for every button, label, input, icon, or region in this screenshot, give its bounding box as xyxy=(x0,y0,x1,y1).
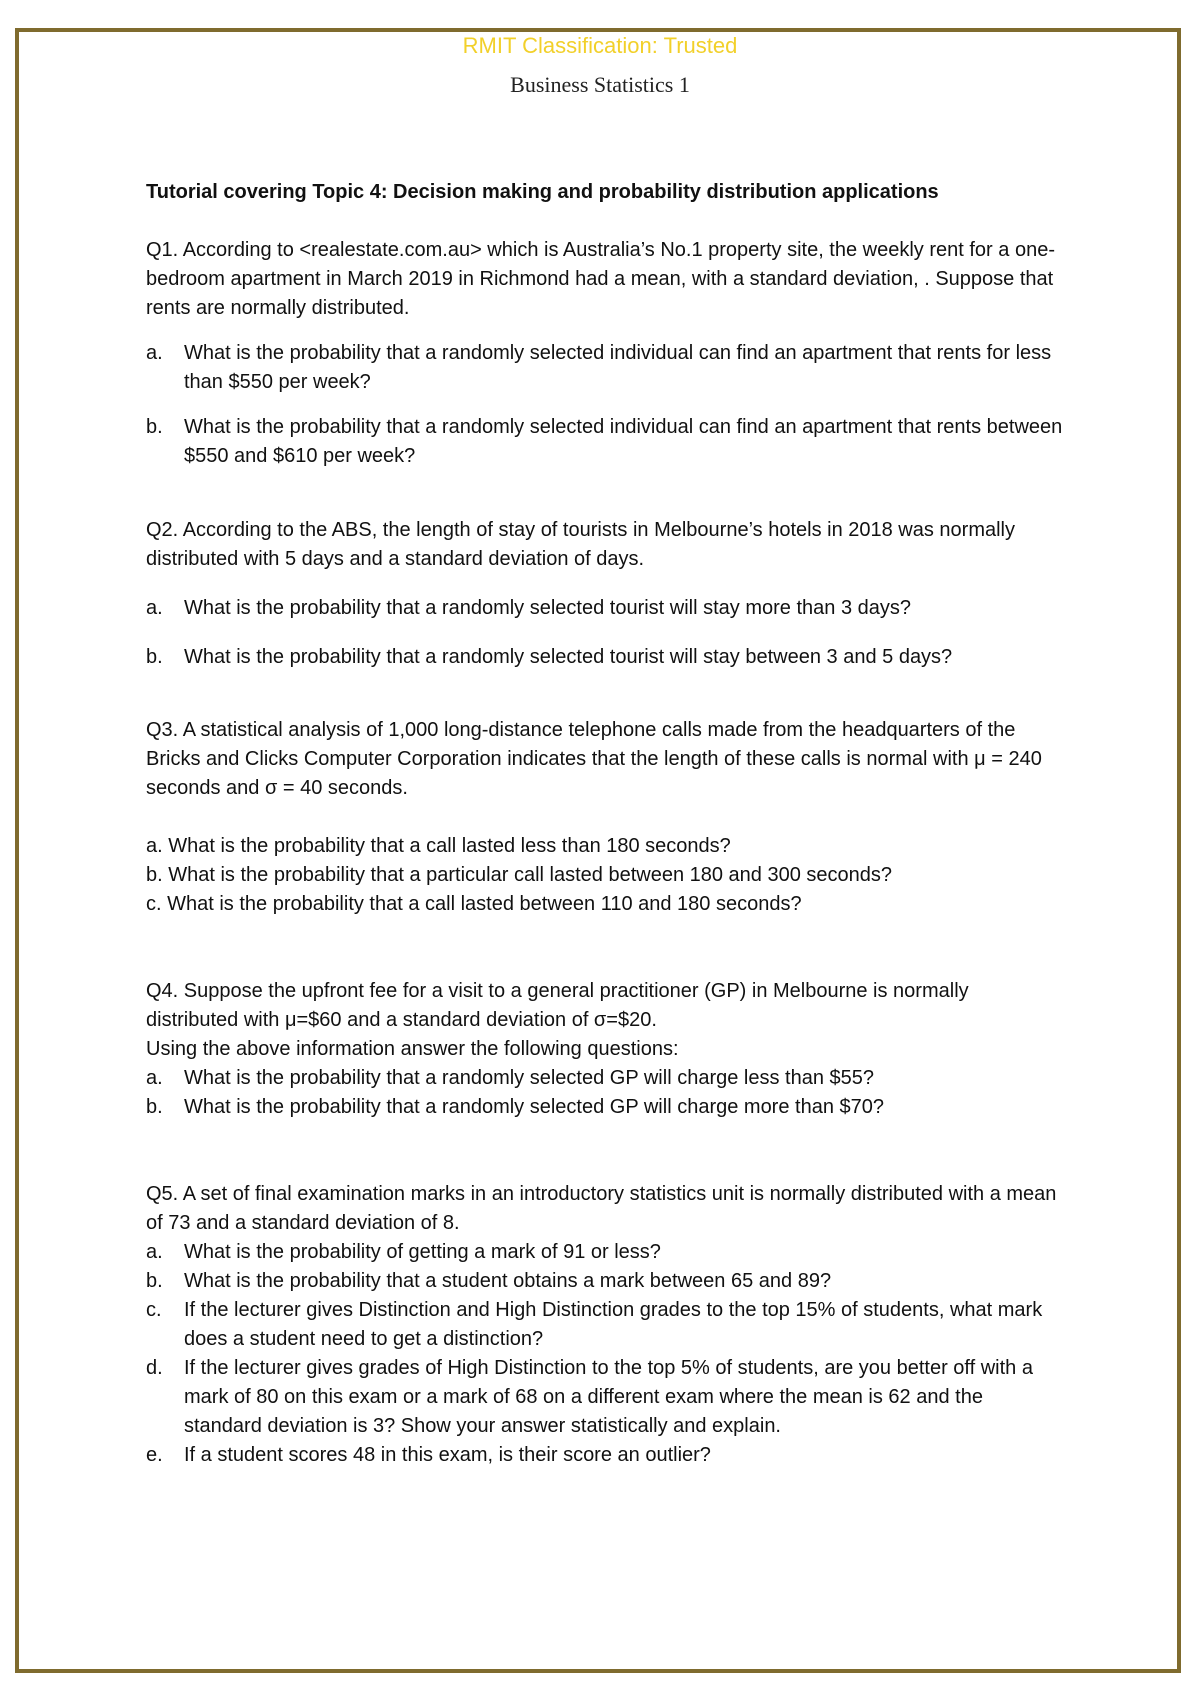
part-label: d. xyxy=(146,1357,163,1379)
part-label: b. xyxy=(146,1096,163,1118)
course-title: Business Statistics 1 xyxy=(510,72,690,97)
question-2-text: Q2. According to the ABS, the length of stay of tourists in Melbourne’s hotels in 2018 was normally distributed with 5 days and a standard deviation of days. xyxy=(146,519,1016,570)
question-1-part-a xyxy=(146,339,1066,397)
question-4-part-b xyxy=(146,1093,1066,1122)
part-label: c. xyxy=(146,1299,162,1321)
tutorial-title: Tutorial covering Topic 4: Decision making and probability distribution applications xyxy=(146,181,939,203)
question-5-part-c xyxy=(146,1296,1066,1354)
part-text: If the lecturer gives Distinction and High Distinction grades to the top 15% of students, what mark does a student need to get a distinction? xyxy=(184,1299,1043,1350)
question-2-parts xyxy=(146,594,1066,672)
part-label: a. xyxy=(146,342,163,364)
question-1-parts xyxy=(146,339,1066,471)
question-4-instruction: Using the above information answer the following questions: xyxy=(146,1038,679,1060)
part-text: What is the probability that a randomly selected tourist will stay between 3 and 5 days? xyxy=(184,646,953,668)
question-3-part-c: c. What is the probability that a call lasted between 110 and 180 seconds? xyxy=(146,893,802,915)
question-5-part-e xyxy=(146,1441,1066,1470)
part-label: e. xyxy=(146,1444,163,1466)
question-5-text: Q5. A set of final examination marks in an introductory statistics unit is normally distributed with a mean of 73 and a standard deviation of 8. xyxy=(146,1183,1057,1234)
question-2-part-b xyxy=(146,643,1066,672)
part-label: b. xyxy=(146,416,163,438)
question-4-part-a xyxy=(146,1064,1066,1093)
question-4-text: Q4. Suppose the upfront fee for a visit to a general practitioner (GP) in Melbourne is normally distributed with μ=$60 and a standard deviation of σ=$20. xyxy=(146,980,969,1031)
question-1-text: Q1. According to <realestate.com.au> which is Australia’s No.1 property site, the weekly rent for a one-bedroom apartment in March 2019 in Richmond had a mean, with a standard deviation, . Suppose that rents are normally distributed. xyxy=(146,239,1055,319)
question-3-part-a: a. What is the probability that a call lasted less than 180 seconds? xyxy=(146,835,731,857)
question-3-part-b: b. What is the probability that a particular call lasted between 180 and 300 seconds? xyxy=(146,864,893,886)
document-body xyxy=(146,178,1066,1470)
part-label: a. xyxy=(146,1067,163,1089)
part-label: b. xyxy=(146,1270,163,1292)
part-text: What is the probability that a randomly selected GP will charge less than $55? xyxy=(184,1067,874,1089)
question-5-part-a xyxy=(146,1238,1066,1267)
part-label: a. xyxy=(146,1241,163,1263)
question-3-parts xyxy=(146,832,1066,919)
question-1-part-b xyxy=(146,413,1066,471)
part-text: What is the probability that a randomly selected individual can find an apartment that rents between $550 and $610 per week? xyxy=(184,416,1063,467)
part-text: If a student scores 48 in this exam, is their score an outlier? xyxy=(184,1444,711,1466)
question-4-parts xyxy=(146,1064,1066,1122)
part-label: a. xyxy=(146,597,163,619)
question-5-part-d xyxy=(146,1354,1066,1441)
part-text: What is the probability of getting a mark of 91 or less? xyxy=(184,1241,661,1263)
question-3-text: Q3. A statistical analysis of 1,000 long-distance telephone calls made from the headquarters of the Bricks and Clicks Computer Corporation indicates that the length of these calls is normal with μ = 240 seconds and σ = 40 seconds. xyxy=(146,719,1042,799)
part-text: What is the probability that a student obtains a mark between 65 and 89? xyxy=(184,1270,832,1292)
part-text: What is the probability that a randomly selected GP will charge more than $70? xyxy=(184,1096,884,1118)
part-label: b. xyxy=(146,646,163,668)
classification-label: RMIT Classification: Trusted xyxy=(462,33,738,58)
question-5-part-b xyxy=(146,1267,1066,1296)
part-text: What is the probability that a randomly selected tourist will stay more than 3 days? xyxy=(184,597,912,619)
part-text: If the lecturer gives grades of High Distinction to the top 5% of students, are you better off with a mark of 80 on this exam or a mark of 68 on a different exam where the mean is 62 and the standard deviation is 3? Show your answer statistically and explain. xyxy=(184,1357,1033,1437)
part-text: What is the probability that a randomly selected individual can find an apartment that rents for less than $550 per week? xyxy=(184,342,1052,393)
question-2-part-a xyxy=(146,594,1066,623)
question-5-parts xyxy=(146,1238,1066,1470)
